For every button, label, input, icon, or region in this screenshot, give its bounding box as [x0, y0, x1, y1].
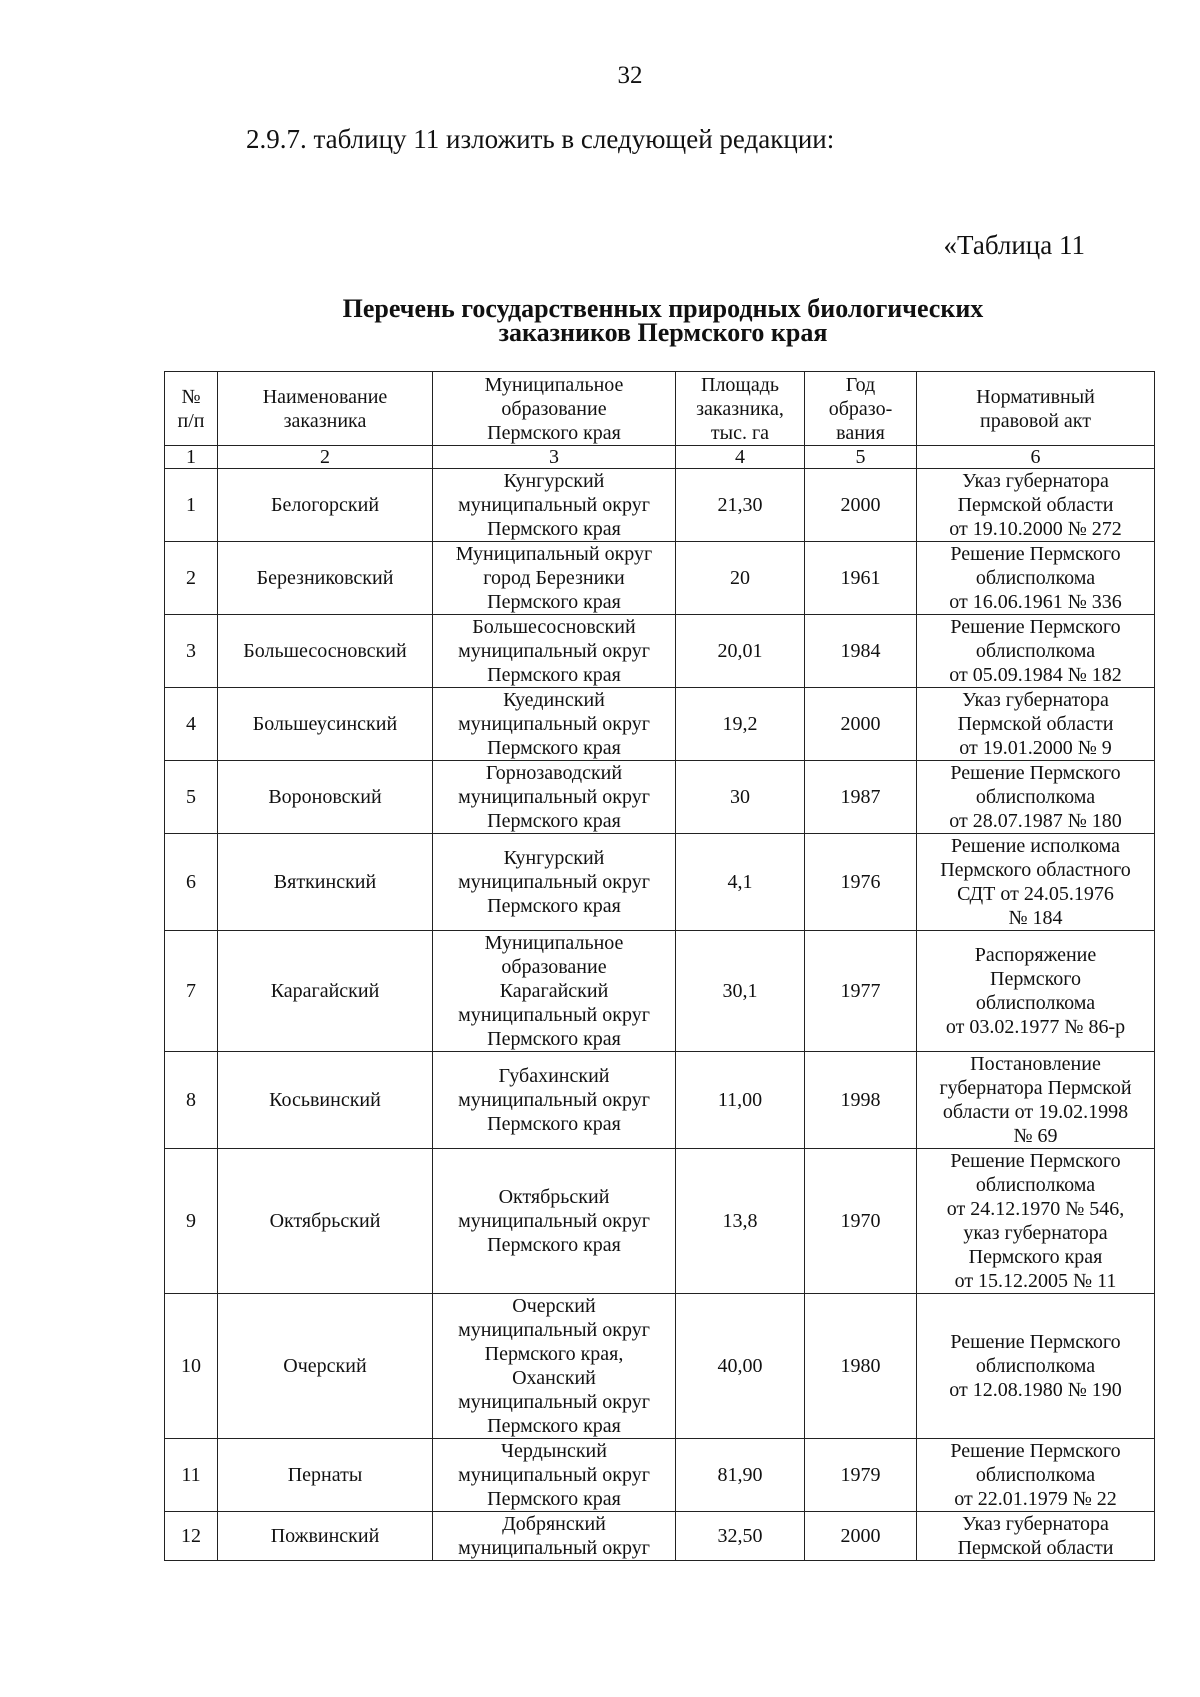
legal-act-cell: [917, 1439, 1155, 1512]
legal-act-cell: [917, 1512, 1155, 1561]
municipality-line: Пермского края: [487, 895, 621, 917]
year-value: 1987: [805, 761, 917, 834]
municipality-line: муниципальный округ: [458, 786, 650, 808]
table-row: [165, 469, 1155, 542]
table-row: [165, 615, 1155, 688]
reserve-name: Октябрьский: [218, 1149, 433, 1294]
reserve-name: Большесосновский: [218, 615, 433, 688]
legal-act-line: облисполкома: [975, 1464, 1096, 1486]
municipality-cell: [433, 1294, 676, 1439]
header-line: Муниципальное: [484, 373, 624, 396]
legal-act-cell: [917, 931, 1155, 1052]
municipality-line: образование: [501, 956, 607, 978]
municipality-line: муниципальный округ: [458, 1319, 650, 1341]
municipality-line: Пермского края,: [484, 1343, 624, 1365]
reserve-name: Пернаты: [218, 1439, 433, 1512]
year-value: 1979: [805, 1439, 917, 1512]
legal-act-line: Решение Пермского: [950, 1331, 1121, 1353]
municipality-line: Пермского края: [487, 1234, 621, 1256]
row-number: 11: [165, 1439, 218, 1512]
legal-act-line: № 184: [1008, 907, 1063, 929]
municipality-line: муниципальный округ: [458, 1537, 650, 1559]
column-number: 5: [805, 446, 917, 469]
header-line: п/п: [177, 409, 205, 432]
reserve-name: Вороновский: [218, 761, 433, 834]
municipality-line: Пермского края: [487, 591, 621, 613]
municipality-line: Чердынский: [501, 1440, 607, 1462]
year-value: 2000: [805, 688, 917, 761]
legal-act-cell: [917, 688, 1155, 761]
legal-act-line: Решение Пермского: [950, 616, 1121, 638]
table-row: [165, 834, 1155, 931]
row-number: 5: [165, 761, 218, 834]
legal-act-line: Распоряжение: [974, 944, 1097, 966]
area-value: 30,1: [676, 931, 805, 1052]
legal-act-line: Решение Пермского: [950, 543, 1121, 565]
legal-act-cell: [917, 1149, 1155, 1294]
municipality-line: Пермского края: [487, 1028, 621, 1050]
legal-act-cell: [917, 834, 1155, 931]
header-line: Наименование: [262, 385, 388, 408]
year-value: 1970: [805, 1149, 917, 1294]
municipality-line: Очерский: [512, 1295, 596, 1317]
area-value: 81,90: [676, 1439, 805, 1512]
legal-act-line: указ губернатора: [963, 1222, 1108, 1244]
year-value: 1977: [805, 931, 917, 1052]
municipality-line: Горнозаводский: [485, 762, 623, 784]
row-number: 12: [165, 1512, 218, 1561]
row-number: 8: [165, 1052, 218, 1149]
header-name: [218, 372, 433, 446]
row-number: 2: [165, 542, 218, 615]
legal-act-cell: [917, 1294, 1155, 1439]
row-number: 7: [165, 931, 218, 1052]
municipality-line: муниципальный округ: [458, 1391, 650, 1413]
area-value: 20,01: [676, 615, 805, 688]
legal-act-line: от 15.12.2005 № 11: [954, 1270, 1117, 1292]
legal-act-line: облисполкома: [975, 640, 1096, 662]
year-value: 1961: [805, 542, 917, 615]
header-line: вания: [836, 421, 885, 444]
legal-act-line: Указ губернатора: [962, 470, 1109, 492]
area-value: 4,1: [676, 834, 805, 931]
reserve-name: Вяткинский: [218, 834, 433, 931]
municipality-line: Губахинский: [498, 1065, 610, 1087]
header-line: образование: [501, 397, 607, 420]
header-municipality: [433, 372, 676, 446]
table-label: «Таблица 11: [943, 230, 1085, 260]
municipality-cell: [433, 1149, 676, 1294]
municipality-line: Куединский: [503, 689, 605, 711]
header-row: [165, 372, 1155, 446]
reserve-name: Белогорский: [218, 469, 433, 542]
column-number: 4: [676, 446, 805, 469]
legal-act-line: облисполкома: [975, 1355, 1096, 1377]
legal-act-cell: [917, 615, 1155, 688]
municipality-line: Пермского края: [487, 1113, 621, 1135]
header-line: №: [181, 385, 201, 408]
municipality-line: муниципальный округ: [458, 1089, 650, 1111]
column-number: 1: [165, 446, 218, 469]
table-row: [165, 761, 1155, 834]
reserve-name: Большеусинский: [218, 688, 433, 761]
area-value: 21,30: [676, 469, 805, 542]
row-number: 1: [165, 469, 218, 542]
municipality-line: Большесосновский: [472, 616, 636, 638]
area-value: 20: [676, 542, 805, 615]
legal-act-line: Пермского края: [968, 1246, 1103, 1268]
municipality-line: муниципальный округ: [458, 1004, 650, 1026]
title-line: заказников Пермского края: [498, 318, 828, 347]
table-row: [165, 931, 1155, 1052]
municipality-cell: [433, 1052, 676, 1149]
amendment-intro: 2.9.7. таблицу 11 изложить в следующей редакции:: [246, 124, 835, 154]
column-number-row: [165, 446, 1155, 469]
legal-act-line: облисполкома: [975, 567, 1096, 589]
header-legal-act: [917, 372, 1155, 446]
legal-act-line: от 24.12.1970 № 546,: [946, 1198, 1125, 1220]
municipality-line: Октябрьский: [498, 1186, 610, 1208]
year-value: 1980: [805, 1294, 917, 1439]
legal-act-cell: [917, 1052, 1155, 1149]
reserve-name: Очерский: [218, 1294, 433, 1439]
municipality-cell: [433, 1512, 676, 1561]
municipality-line: Муниципальное: [484, 932, 624, 954]
municipality-cell: [433, 615, 676, 688]
legal-act-line: Указ губернатора: [962, 1513, 1109, 1535]
row-number: 6: [165, 834, 218, 931]
reserve-name: Березниковский: [218, 542, 433, 615]
area-value: 40,00: [676, 1294, 805, 1439]
legal-act-line: Пермского областного: [940, 859, 1131, 881]
municipality-line: Пермского края: [487, 1415, 621, 1437]
municipality-cell: [433, 1439, 676, 1512]
legal-act-line: от 05.09.1984 № 182: [949, 664, 1122, 686]
legal-act-line: № 69: [1013, 1125, 1058, 1147]
area-value: 32,50: [676, 1512, 805, 1561]
legal-act-cell: [917, 469, 1155, 542]
area-value: 30: [676, 761, 805, 834]
legal-act-line: облисполкома: [975, 1174, 1096, 1196]
row-number: 9: [165, 1149, 218, 1294]
municipality-cell: [433, 834, 676, 931]
reserves-table: [164, 371, 1155, 1561]
legal-act-cell: [917, 542, 1155, 615]
legal-act-line: Постановление: [970, 1053, 1101, 1075]
municipality-cell: [433, 688, 676, 761]
table-row: [165, 1149, 1155, 1294]
table-row: [165, 1294, 1155, 1439]
municipality-cell: [433, 542, 676, 615]
legal-act-line: Пермской области: [957, 1537, 1114, 1559]
header-line: образо-: [828, 397, 893, 420]
title-line: Перечень государственных природных биологических: [342, 294, 984, 323]
municipality-line: Добрянский: [502, 1513, 606, 1535]
municipality-line: Муниципальный округ: [455, 543, 653, 565]
municipality-line: муниципальный округ: [458, 713, 650, 735]
municipality-cell: [433, 761, 676, 834]
header-line: тыс. га: [710, 421, 770, 444]
municipality-line: Пермского края: [487, 810, 621, 832]
header-line: заказника: [283, 409, 367, 432]
municipality-line: Пермского края: [487, 1488, 621, 1510]
municipality-line: Карагайский: [499, 980, 609, 1002]
table-row: [165, 1512, 1155, 1561]
legal-act-line: Пермского: [990, 968, 1081, 990]
header-line: Пермского края: [487, 421, 621, 444]
municipality-line: Пермского края: [487, 737, 621, 759]
legal-act-line: Пермской области: [957, 494, 1114, 516]
municipality-line: муниципальный округ: [458, 1210, 650, 1232]
header-line: заказника,: [696, 397, 784, 420]
header-year: [805, 372, 917, 446]
municipality-line: муниципальный округ: [458, 494, 650, 516]
header-area: [676, 372, 805, 446]
legal-act-line: от 16.06.1961 № 336: [949, 591, 1122, 613]
document-title: [163, 294, 1163, 347]
municipality-line: муниципальный округ: [458, 640, 650, 662]
area-value: 11,00: [676, 1052, 805, 1149]
legal-act-line: области от 19.02.1998: [942, 1101, 1129, 1123]
reserve-name: Пожвинский: [218, 1512, 433, 1561]
legal-act-line: губернатора Пермской: [939, 1077, 1132, 1099]
table-row: [165, 1052, 1155, 1149]
legal-act-line: от 19.10.2000 № 272: [949, 518, 1122, 540]
table-row: [165, 1439, 1155, 1512]
header-line: правовой акт: [980, 409, 1091, 432]
legal-act-line: Указ губернатора: [962, 689, 1109, 711]
column-number: 6: [917, 446, 1155, 469]
column-number: 2: [218, 446, 433, 469]
legal-act-line: от 22.01.1979 № 22: [954, 1488, 1117, 1510]
legal-act-line: от 19.01.2000 № 9: [959, 737, 1112, 759]
municipality-line: Пермского края: [487, 664, 621, 686]
header-line: Площадь: [701, 373, 779, 396]
municipality-cell: [433, 469, 676, 542]
legal-act-line: Решение исполкома: [950, 835, 1120, 857]
row-number: 10: [165, 1294, 218, 1439]
row-number: 3: [165, 615, 218, 688]
header-number: [165, 372, 218, 446]
legal-act-line: Решение Пермского: [950, 762, 1121, 784]
legal-act-line: облисполкома: [975, 992, 1096, 1014]
page-number: 32: [617, 62, 643, 89]
year-value: 1976: [805, 834, 917, 931]
reserve-name: Косьвинский: [218, 1052, 433, 1149]
municipality-line: город Березники: [483, 567, 625, 589]
legal-act-line: СДТ от 24.05.1976: [957, 883, 1114, 905]
municipality-line: Оханский: [512, 1367, 596, 1389]
legal-act-line: от 03.02.1977 № 86-р: [945, 1016, 1126, 1038]
header-line: Год: [845, 373, 876, 396]
year-value: 2000: [805, 1512, 917, 1561]
legal-act-line: от 28.07.1987 № 180: [949, 810, 1122, 832]
header-line: Нормативный: [976, 385, 1095, 408]
legal-act-line: Решение Пермского: [950, 1150, 1121, 1172]
municipality-line: муниципальный округ: [458, 1464, 650, 1486]
legal-act-line: облисполкома: [975, 786, 1096, 808]
municipality-line: Пермского края: [487, 518, 621, 540]
legal-act-line: от 12.08.1980 № 190: [949, 1379, 1122, 1401]
reserve-name: Карагайский: [218, 931, 433, 1052]
legal-act-line: Пермской области: [957, 713, 1114, 735]
table-row: [165, 542, 1155, 615]
year-value: 1998: [805, 1052, 917, 1149]
table-row: [165, 688, 1155, 761]
table-body: [165, 469, 1155, 1561]
municipality-line: муниципальный округ: [458, 871, 650, 893]
municipality-line: Кунгурский: [503, 847, 605, 869]
municipality-cell: [433, 931, 676, 1052]
area-value: 13,8: [676, 1149, 805, 1294]
area-value: 19,2: [676, 688, 805, 761]
row-number: 4: [165, 688, 218, 761]
legal-act-cell: [917, 761, 1155, 834]
municipality-line: Кунгурский: [503, 470, 605, 492]
legal-act-line: Решение Пермского: [950, 1440, 1121, 1462]
year-value: 1984: [805, 615, 917, 688]
column-number: 3: [433, 446, 676, 469]
year-value: 2000: [805, 469, 917, 542]
